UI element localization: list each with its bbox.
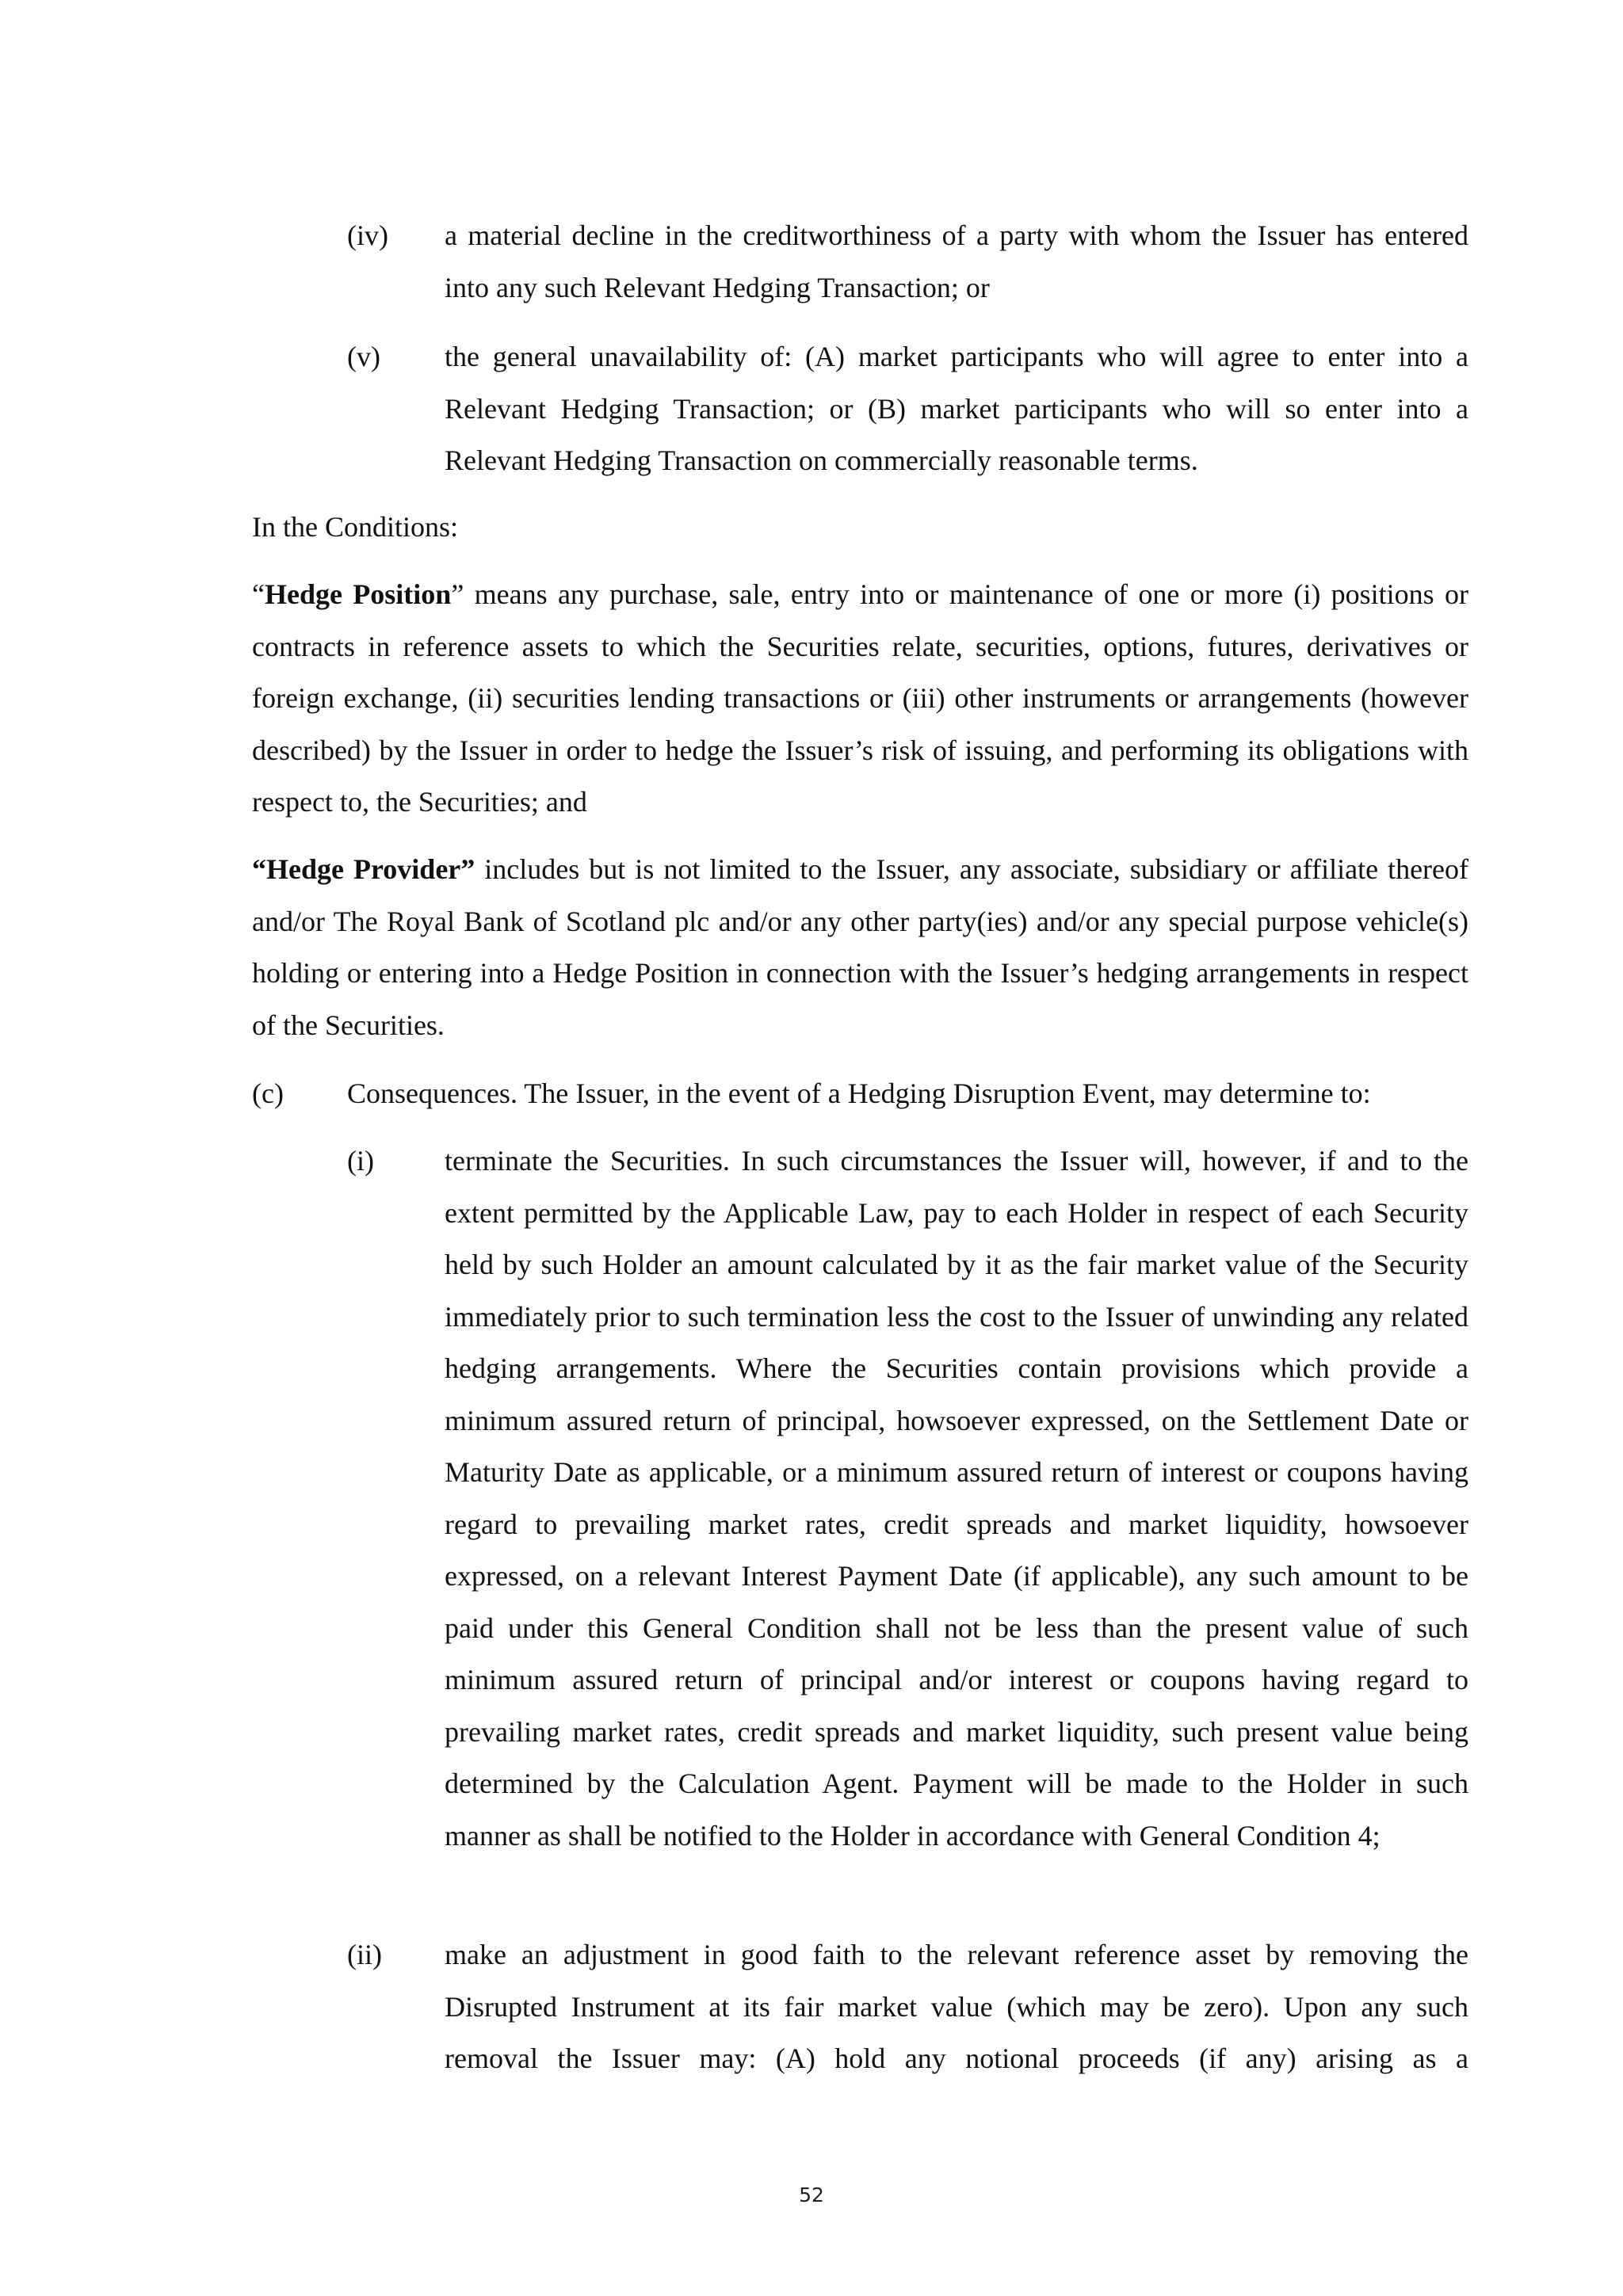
hedge-provider-body: includes but is not limited to the Issuer, any associate, subsidiary or affiliate thereof and/or The Royal Bank of Scotland plc and/or any other party(ies) and/or any special purpose vehicle(s) holding or entering into a Hedge Position in connection with the Issuer’s hedging arrangements in respect of the Securities. xyxy=(252,853,1469,1041)
item-iv-text: a material decline in the creditworthiness of a party with whom the Issuer has entered into any such Relevant Hedging Transaction; or xyxy=(445,219,1468,303)
hedge-position-definition xyxy=(252,569,1468,829)
hedge-position-term: Hedge Position xyxy=(264,578,452,610)
hedge-provider-term: “Hedge Provider” xyxy=(252,853,475,885)
hedge-position-body: ” means any purchase, sale, entry into or maintenance of one or more (i) positions or contracts in reference assets to which the Securities relate, securities, options, futures, derivatives or foreign exchange, (ii) securities lending transactions or (iii) other instruments or arrangements (however described) by the Issuer in order to hedge the Issuer’s risk of issuing, and performing its obligations with respect to, the Securities; and xyxy=(252,578,1468,818)
consequence-i-label: (i) xyxy=(347,1145,374,1177)
consequences-label: (c) xyxy=(252,1077,284,1109)
consequence-ii-text: make an adjustment in good faith to the relevant reference asset by removing the Disrupted Instrument at its fair market value (which may be zero). Upon any such removal the Issuer may: (A) hold any notional proceeds (if any) arising as a xyxy=(445,1939,1468,2074)
consequence-ii-label: (ii) xyxy=(347,1939,382,1970)
in-conditions-heading: In the Conditions: xyxy=(252,511,458,543)
item-iv-label: (iv) xyxy=(347,219,388,251)
consequence-i-text: terminate the Securities. In such circumstances the Issuer will, however, if and to the extent permitted by the Applicable Law, pay to each Holder in respect of each Security held by such Holder an amount calculated by it as the fair market value of the Security immediately prior to such termination less the cost to the Issuer of unwinding any related hedging arrangements. Where the Securities contain provisions which provide a minimum assured return of principal, howsoever expressed, on the Settlement Date or Maturity Date as applicable, or a minimum assured return of interest or coupons having regard to prevailing market rates, credit spreads and market liquidity, howsoever expressed, on a relevant Interest Payment Date (if applicable), any such amount to be paid under this General Condition shall not be less than the present value of such minimum assured return of principal and/or interest or coupons having regard to prevailing market rates, credit spreads and market liquidity, such present value being determined by the Calculation Agent. Payment will be made to the Holder in such manner as shall be notified to the Holder in accordance with General Condition 4; xyxy=(445,1145,1468,1852)
consequences-text: Consequences. The Issuer, in the event of a Hedging Disruption Event, may determine to: xyxy=(347,1077,1371,1109)
item-v-label: (v) xyxy=(347,341,380,372)
hedge-position-open-quote: “ xyxy=(252,578,265,610)
page-number: 52 xyxy=(799,2183,824,2206)
hedge-provider-definition xyxy=(252,844,1468,1051)
item-v-text: the general unavailability of: (A) market participants who will agree to enter into a Relevant Hedging Transaction; or (B) market participants who will so enter into a Relevant Hedging Transaction on commercially reasonable terms. xyxy=(445,341,1468,476)
